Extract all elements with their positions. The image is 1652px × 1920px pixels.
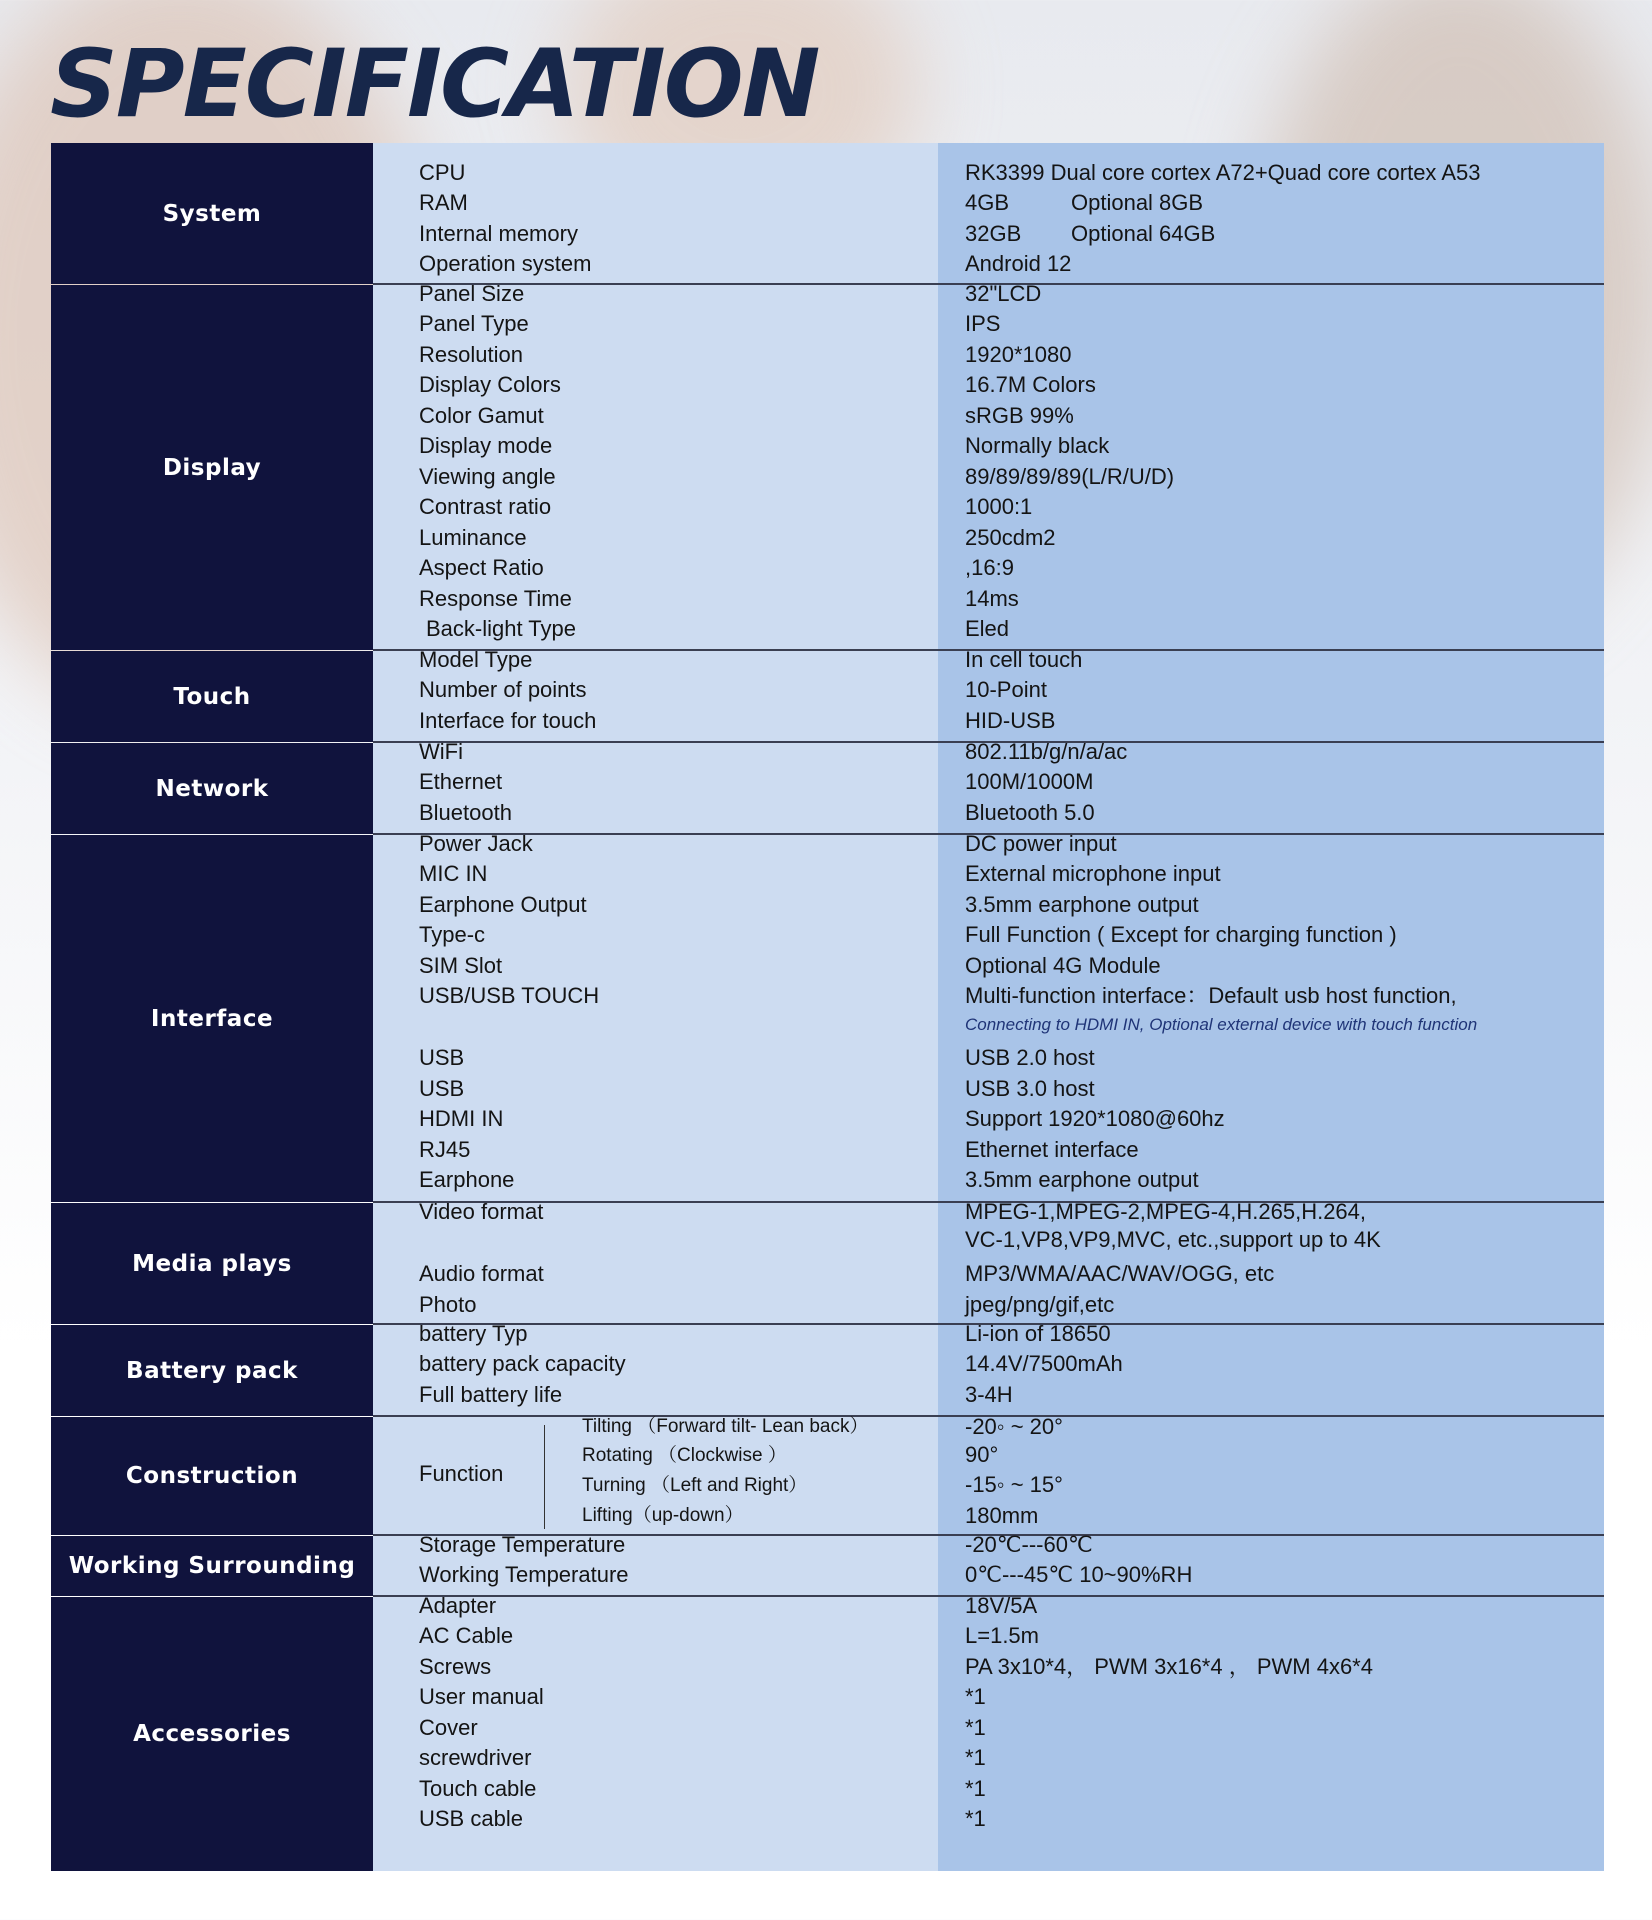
labels-column bbox=[373, 1321, 938, 1416]
values-column bbox=[938, 143, 1604, 284]
category-accessories: Accessories bbox=[51, 1597, 373, 1871]
function-group-label: Function bbox=[419, 1461, 504, 1486]
spec-value: Ethernet interface bbox=[965, 1137, 1139, 1162]
spec-label: Tilting （Forward tilt- Lean back） bbox=[582, 1416, 869, 1437]
spec-label: Aspect Ratio bbox=[419, 555, 544, 580]
spec-label: RAM bbox=[419, 190, 468, 215]
spec-value: *1 bbox=[965, 1806, 986, 1831]
values-column bbox=[938, 647, 1604, 742]
spec-label: Video format bbox=[419, 1199, 544, 1224]
spec-value: USB 2.0 host bbox=[965, 1045, 1095, 1070]
spec-value: *1 bbox=[965, 1745, 986, 1770]
spec-value: Support 1920*1080@60hz bbox=[965, 1106, 1225, 1131]
labels-column bbox=[373, 739, 938, 834]
category-battery-pack: Battery pack bbox=[51, 1325, 373, 1416]
section-system bbox=[51, 143, 1604, 284]
spec-value: *1 bbox=[965, 1776, 986, 1801]
group-bracket bbox=[544, 1425, 545, 1529]
spec-value: 32"LCD bbox=[965, 281, 1042, 306]
spec-label: Screws bbox=[419, 1654, 492, 1679]
spec-label: Touch cable bbox=[419, 1776, 537, 1801]
spec-label: Earphone Output bbox=[419, 892, 587, 917]
spec-label: Display Colors bbox=[419, 372, 561, 397]
section-battery-pack bbox=[51, 1321, 1604, 1416]
spec-label: Photo bbox=[419, 1292, 477, 1317]
spec-label: Cover bbox=[419, 1715, 478, 1740]
spec-value: 3.5mm earphone output bbox=[965, 1167, 1199, 1192]
spec-label: USB bbox=[419, 1076, 465, 1101]
spec-value: Eled bbox=[965, 616, 1010, 641]
values-column bbox=[938, 1532, 1604, 1596]
spec-label: WiFi bbox=[419, 739, 463, 764]
spec-value: 10-Point bbox=[965, 677, 1047, 702]
spec-value: 32GB bbox=[965, 221, 1022, 246]
spec-value: VC-1,VP8,VP9,MVC, etc.,support up to 4K bbox=[965, 1227, 1381, 1252]
spec-value: 100M/1000M bbox=[965, 769, 1094, 794]
spec-label: Luminance bbox=[419, 525, 527, 550]
spec-label: SIM Slot bbox=[419, 953, 503, 978]
labels-column bbox=[373, 1199, 938, 1324]
labels-column bbox=[373, 1417, 938, 1535]
spec-label: Earphone bbox=[419, 1167, 515, 1192]
spec-label: Lifting（up-down） bbox=[582, 1505, 744, 1526]
spec-value: 16.7M Colors bbox=[965, 372, 1096, 397]
spec-value: ,16:9 bbox=[965, 555, 1014, 580]
spec-value: USB 3.0 host bbox=[965, 1076, 1095, 1101]
spec-label: User manual bbox=[419, 1684, 544, 1709]
category-display: Display bbox=[51, 285, 373, 650]
category-touch: Touch bbox=[51, 651, 373, 742]
spec-value: Optional 4G Module bbox=[965, 953, 1161, 978]
spec-label: battery pack capacity bbox=[419, 1351, 626, 1376]
spec-label: Panel Type bbox=[419, 311, 529, 336]
spec-value-option: Optional 8GB bbox=[1071, 190, 1204, 215]
spec-label: Color Gamut bbox=[419, 403, 544, 428]
spec-value: 3-4H bbox=[965, 1382, 1013, 1407]
labels-column bbox=[373, 1593, 938, 1871]
spec-value: 0℃---45℃ 10~90%RH bbox=[965, 1562, 1193, 1587]
section-touch bbox=[51, 647, 1604, 742]
spec-label: Display mode bbox=[419, 433, 553, 458]
spec-value: HID-USB bbox=[965, 708, 1056, 733]
spec-label: AC Cable bbox=[419, 1623, 514, 1648]
spec-value: Li-ion of 18650 bbox=[965, 1321, 1111, 1346]
spec-label: Panel Size bbox=[419, 281, 525, 306]
spec-value: 250cdm2 bbox=[965, 525, 1056, 550]
spec-label: USB cable bbox=[419, 1806, 523, 1831]
section-interface bbox=[51, 831, 1604, 1202]
spec-label: Storage Temperature bbox=[419, 1532, 626, 1557]
spec-value: DC power input bbox=[965, 831, 1117, 856]
spec-value: *1 bbox=[965, 1684, 986, 1709]
spec-label: Audio format bbox=[419, 1261, 544, 1286]
spec-value-option: Optional 64GB bbox=[1071, 221, 1216, 246]
spec-label: USB/USB TOUCH bbox=[419, 983, 600, 1008]
spec-label: Bluetooth bbox=[419, 800, 512, 825]
spec-value: 802.11b/g/n/a/ac bbox=[965, 739, 1128, 764]
spec-label: Response Time bbox=[419, 586, 572, 611]
spec-value: Android 12 bbox=[965, 251, 1072, 276]
category-working-surrounding: Working Surrounding bbox=[51, 1536, 373, 1596]
spec-value: L=1.5m bbox=[965, 1623, 1039, 1648]
labels-column bbox=[373, 831, 938, 1202]
spec-label: Rotating （Clockwise ） bbox=[582, 1445, 787, 1466]
spec-label: USB bbox=[419, 1045, 465, 1070]
spec-value: 180mm bbox=[965, 1503, 1039, 1528]
spec-label: Contrast ratio bbox=[419, 494, 552, 519]
spec-value: 14.4V/7500mAh bbox=[965, 1351, 1123, 1376]
spec-value: 89/89/89/89(L/R/U/D) bbox=[965, 464, 1175, 489]
spec-value-note: Connecting to HDMI IN, Optional external device with touch function bbox=[965, 1015, 1478, 1034]
spec-value: IPS bbox=[965, 311, 1001, 336]
spec-label: screwdriver bbox=[419, 1745, 532, 1770]
spec-label: RJ45 bbox=[419, 1137, 471, 1162]
spec-value: 1000:1 bbox=[965, 494, 1033, 519]
spec-label: Type-c bbox=[419, 922, 486, 947]
labels-column bbox=[373, 281, 938, 650]
spec-value: MPEG-1,MPEG-2,MPEG-4,H.265,H.264, bbox=[965, 1199, 1367, 1224]
spec-label: Adapter bbox=[419, 1593, 497, 1618]
spec-value: 14ms bbox=[965, 586, 1019, 611]
spec-label: Resolution bbox=[419, 342, 523, 367]
page-title: SPECIFICATION bbox=[50, 30, 819, 139]
section-working-surrounding bbox=[51, 1532, 1604, 1596]
spec-value: External microphone input bbox=[965, 861, 1221, 886]
section-media-plays bbox=[51, 1199, 1604, 1324]
spec-table bbox=[51, 143, 1604, 1871]
spec-value: *1 bbox=[965, 1715, 986, 1740]
category-interface: Interface bbox=[51, 835, 373, 1202]
spec-value: -15◦ ~ 15° bbox=[965, 1472, 1063, 1497]
spec-value: 4GB bbox=[965, 190, 1010, 215]
values-column bbox=[938, 1199, 1604, 1324]
spec-value: In cell touch bbox=[965, 647, 1083, 672]
spec-label: Ethernet bbox=[419, 769, 503, 794]
spec-value: PA 3x10*4， PWM 3x16*4 ， PWM 4x6*4 bbox=[965, 1654, 1373, 1679]
category-construction: Construction bbox=[51, 1417, 373, 1535]
spec-label: Back-light Type bbox=[426, 616, 577, 641]
spec-label: Full battery life bbox=[419, 1382, 563, 1407]
values-column bbox=[938, 281, 1604, 650]
spec-label: Viewing angle bbox=[419, 464, 556, 489]
section-network bbox=[51, 739, 1604, 834]
spec-label: Working Temperature bbox=[419, 1562, 629, 1587]
values-column bbox=[938, 1593, 1604, 1871]
values-column bbox=[938, 831, 1604, 1202]
spec-label: Internal memory bbox=[419, 221, 578, 246]
values-column bbox=[938, 1414, 1604, 1535]
spec-label: Power Jack bbox=[419, 831, 533, 856]
values-column bbox=[938, 739, 1604, 834]
spec-label: battery Typ bbox=[419, 1321, 528, 1346]
spec-label: HDMI IN bbox=[419, 1106, 504, 1131]
spec-label: Operation system bbox=[419, 251, 592, 276]
category-media-plays: Media plays bbox=[51, 1203, 373, 1324]
spec-label: CPU bbox=[419, 160, 466, 185]
spec-label: Turning （Left and Right） bbox=[582, 1475, 808, 1496]
category-network: Network bbox=[51, 743, 373, 834]
spec-value: -20◦ ~ 20° bbox=[965, 1414, 1063, 1439]
spec-value: MP3/WMA/AAC/WAV/OGG, etc bbox=[965, 1261, 1275, 1286]
spec-label: MIC IN bbox=[419, 861, 488, 886]
section-construction bbox=[51, 1414, 1604, 1535]
spec-label: Number of points bbox=[419, 677, 587, 702]
values-column bbox=[938, 1321, 1604, 1416]
spec-value: 3.5mm earphone output bbox=[965, 892, 1199, 917]
section-display bbox=[51, 281, 1604, 650]
spec-label: Interface for touch bbox=[419, 708, 597, 733]
spec-value: 18V/5A bbox=[965, 1593, 1038, 1618]
spec-value: Normally black bbox=[965, 433, 1110, 458]
spec-value: -20℃---60℃ bbox=[965, 1532, 1093, 1557]
labels-column bbox=[373, 143, 938, 284]
labels-column bbox=[373, 1532, 938, 1596]
spec-value: 90° bbox=[965, 1442, 999, 1467]
category-system: System bbox=[51, 143, 373, 284]
spec-value: Bluetooth 5.0 bbox=[965, 800, 1095, 825]
spec-label: Model Type bbox=[419, 647, 533, 672]
labels-column bbox=[373, 647, 938, 742]
spec-value: 1920*1080 bbox=[965, 342, 1072, 367]
spec-value: RK3399 Dual core cortex A72+Quad core cortex A53 bbox=[965, 160, 1481, 185]
spec-value: Full Function ( Except for charging function ) bbox=[965, 922, 1397, 947]
spec-value: sRGB 99% bbox=[965, 403, 1074, 428]
spec-value: Multi-function interface：Default usb host function, bbox=[965, 983, 1457, 1008]
section-accessories bbox=[51, 1593, 1604, 1871]
spec-value: jpeg/png/gif,etc bbox=[965, 1292, 1115, 1317]
